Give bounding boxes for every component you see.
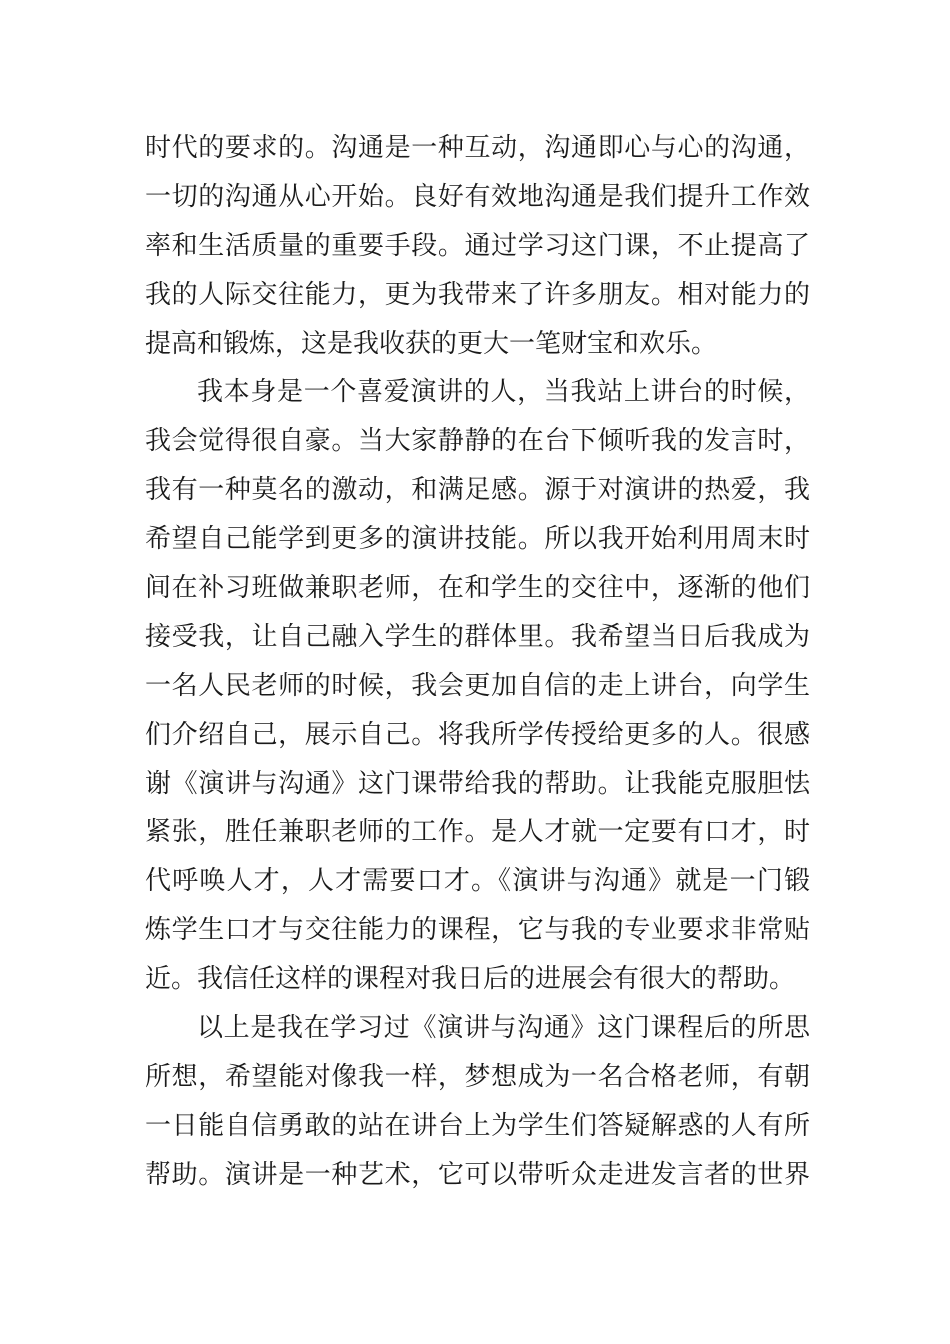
text-line: 率和生活质量的重要手段。通过学习这门课，不止提高了 — [145, 230, 810, 261]
text-line: 谢《演讲与沟通》这门课带给我的帮助。让我能克服胆怯 — [145, 768, 810, 799]
text-line: 帮助。演讲是一种艺术，它可以带听众走进发言者的世界 — [145, 1159, 810, 1190]
body-text — [145, 124, 810, 1200]
text-line: 希望自己能学到更多的演讲技能。所以我开始利用周末时 — [145, 524, 810, 555]
text-line: 一切的沟通从心开始。良好有效地沟通是我们提升工作效 — [145, 181, 810, 212]
text-line: 接受我，让自己融入学生的群体里。我希望当日后我成为 — [145, 621, 810, 652]
text-line: 间在补习班做兼职老师，在和学生的交往中，逐渐的他们 — [145, 573, 810, 604]
text-line: 紧张，胜任兼职老师的工作。是人才就一定要有口才，时 — [145, 817, 810, 848]
text-line: 炼学生口才与交往能力的课程，它与我的专业要求非常贴 — [145, 915, 810, 946]
text-line: 们介绍自己，展示自己。将我所学传授给更多的人。很感 — [145, 719, 810, 750]
text-line: 我有一种莫名的激动，和满足感。源于对演讲的热爱，我 — [145, 475, 810, 506]
text-line: 我本身是一个喜爱演讲的人，当我站上讲台的时候， — [197, 377, 810, 408]
text-line: 提高和锻炼，这是我收获的更大一笔财宝和欢乐。 — [145, 328, 718, 359]
text-line: 我会觉得很自豪。当大家静静的在台下倾听我的发言时， — [145, 426, 810, 457]
text-line: 一日能自信勇敢的站在讲台上为学生们答疑解惑的人有所 — [145, 1110, 810, 1141]
text-line: 以上是我在学习过《演讲与沟通》这门课程后的所思 — [197, 1013, 810, 1044]
text-line: 一名人民老师的时候，我会更加自信的走上讲台，向学生 — [145, 670, 810, 701]
text-line: 我的人际交往能力，更为我带来了许多朋友。相对能力的 — [145, 279, 810, 310]
text-line: 代呼唤人才，人才需要口才。《演讲与沟通》就是一门锻 — [145, 866, 810, 897]
text-line: 近。我信任这样的课程对我日后的进展会有很大的帮助。 — [145, 964, 796, 995]
text-line: 所想，希望能对像我一样，梦想成为一名合格老师，有朝 — [145, 1061, 810, 1092]
text-line: 时代的要求的。沟通是一种互动，沟通即心与心的沟通， — [145, 133, 810, 163]
